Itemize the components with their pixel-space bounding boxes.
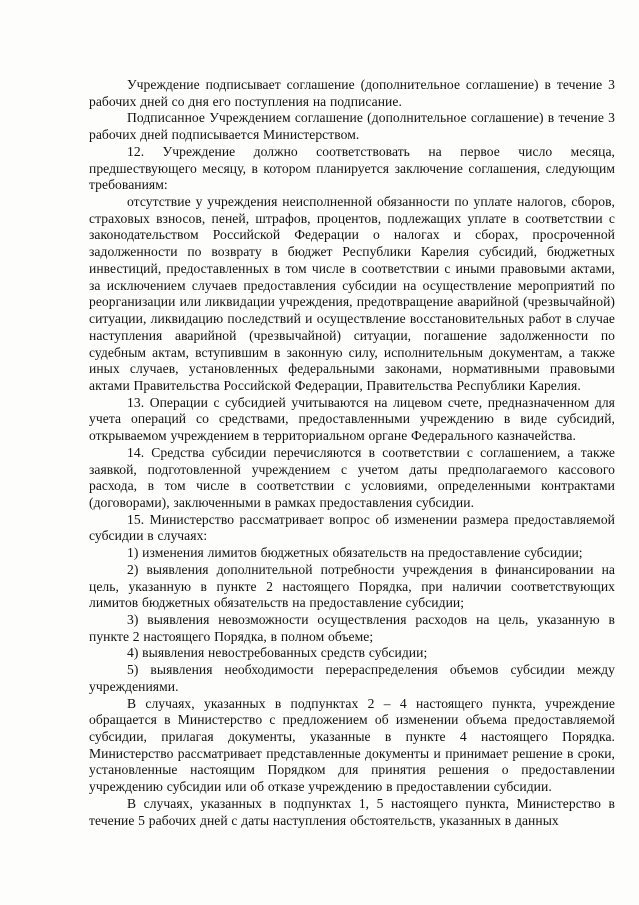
paragraph-no-debt-requirement: отсутствие у учреждения неисполненной обязанности по уплате налогов, сборов, страховых взносов, пеней, штрафов, процентов, подлежащих уплате в соответствии с законодательством Российской Федерации о налогах и сборах, просроченной задолженности по возврату в бюджет Республики Карелия субсидий, бюджетных инвестиций, предоставленных в том числе в соответствии с иными правовыми актами, за исключением случаев предоставления субсидии на осуществление мероприятий по реорганизации или ликвидации учреждения, предотвращение аварийной (чрезвычайной) ситуации, ликвидацию последствий и осуществление восстановительных работ в случае наступления аварийной (чрезвычайной) ситуации, погашение задолженности по судебным актам, вступившим в законную силу, исполнительным документам, а также иных случаев, установленных федеральными законами, нормативными правовыми актами Правительства Российской Федерации, Правительства Республики Карелия.	[89, 194, 615, 393]
paragraph-signing: Учреждение подписывает соглашение (дополнительное соглашение) в течение 3 рабочих дней со дня его поступления на подписание.	[89, 77, 615, 109]
paragraph-ministry-signing: Подписанное Учреждением соглашение (дополнительное соглашение) в течение 3 рабочих дней подписывается Министерством.	[89, 110, 615, 143]
paragraph-14-transfer: 14. Средства субсидии перечисляются в соответствии с соглашением, а также заявкой, подготовленной учреждением с учетом даты предполагаемого кассового расхода, в том числе в соответствии с условиями, определенными контрактами (договорами), заключенными в рамках предоставления субсидии.	[89, 444, 615, 510]
paragraph-cases-1-5: В случаях, указанных в подпунктах 1, 5 настоящего пункта, Министерство в течение 5 рабочих дней с даты наступления обстоятельств, указанных в данных	[89, 795, 615, 828]
paragraph-12-requirements: 12. Учреждение должно соответствовать на первое число месяца, предшествующего месяцу, в котором планируется заключение соглашения, следующим требованиям:	[89, 143, 615, 193]
list-item-4: 4) выявления невостребованных средств субсидии;	[127, 645, 428, 661]
document-body	[89, 77, 615, 829]
list-item-3: 3) выявления невозможности осуществления расходов на цель, указанную в пункте 2 настоящего Порядка, в полном объеме;	[89, 612, 615, 644]
list-item-2: 2) выявления дополнительной потребности учреждения в финансировании на цель, указанную в пункте 2 настоящего Порядка, при наличии соответствующих лимитов бюджетных обязательств на предоставление субсидии;	[89, 561, 615, 611]
list-item-1: 1) изменения лимитов бюджетных обязательств на предоставление субсидии;	[127, 545, 583, 561]
paragraph-15-change-size: 15. Министерство рассматривает вопрос об изменении размера предоставляемой субсидии в случаях:	[89, 511, 615, 544]
paragraph-cases-2-4: В случаях, указанных в подпунктах 2 – 4 настоящего пункта, учреждение обращается в Министерство с предложением об изменении объема предоставляемой субсидии, прилагая документы, указанные в пункте 4 настоящего Порядка. Министерство рассматривает представленные документы и принимает решение в сроки, установленные настоящим Порядком для принятия решения о предоставлении учреждению субсидии или об отказе учреждению в предоставлении субсидии.	[89, 695, 615, 795]
paragraph-13-account: 13. Операции с субсидией учитываются на лицевом счете, предназначенном для учета операций со средствами, предоставленными учреждению в виде субсидий, открываемом учреждением в территориальном органе Федерального казначейства.	[89, 394, 615, 444]
list-item-5: 5) выявления необходимости перераспределения объемов субсидии между учреждениями.	[89, 662, 615, 694]
